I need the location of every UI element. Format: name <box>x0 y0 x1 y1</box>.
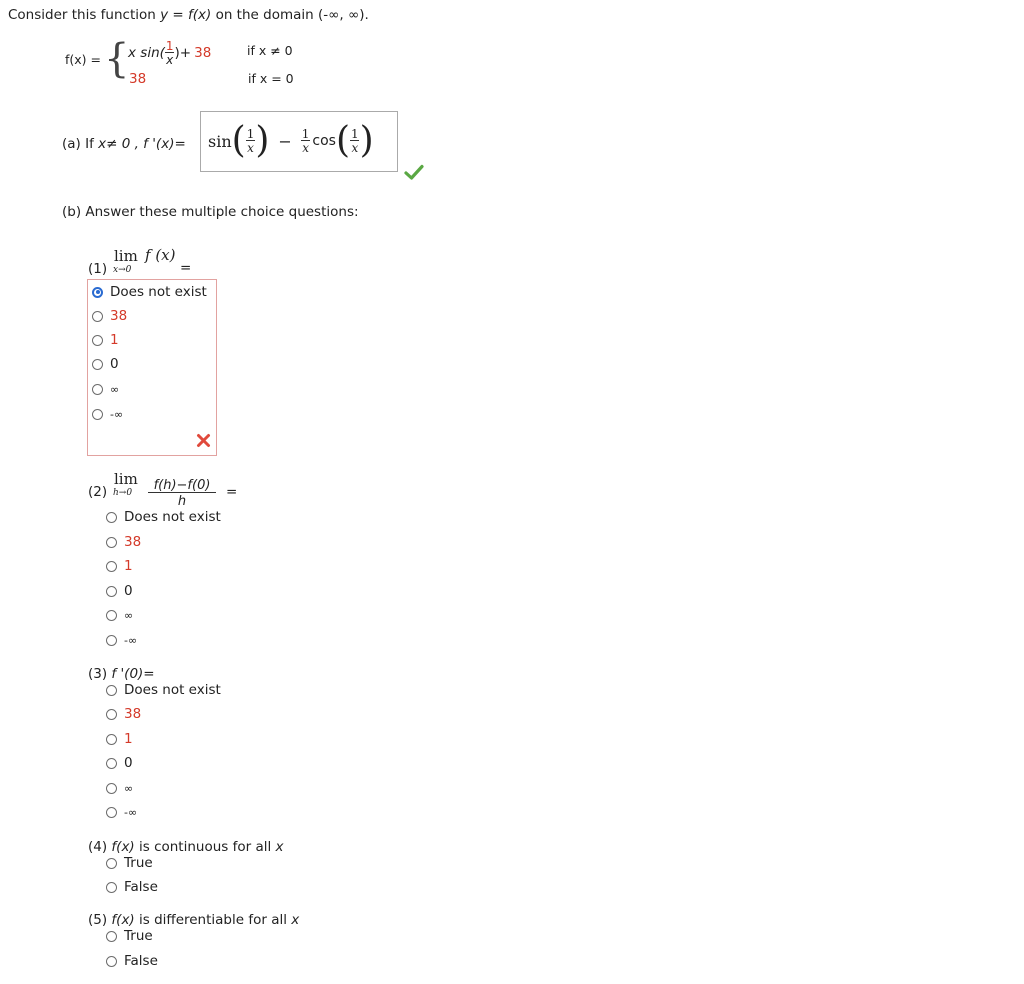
q5-var: x <box>291 912 300 928</box>
answer-paren-open-2: ( <box>335 120 351 161</box>
q2-lim: lim <box>114 470 138 488</box>
q1-label-inf: ∞ <box>110 382 120 396</box>
q5-func: f(x) <box>111 912 135 928</box>
case1-den: x <box>166 53 174 67</box>
q3-label-0: 0 <box>124 755 133 771</box>
q5-radio-false[interactable] <box>106 956 117 967</box>
answer-expression <box>208 117 374 165</box>
q2-option-1[interactable] <box>106 557 133 575</box>
case1-num: 1 <box>165 39 174 53</box>
q3-label-1: 1 <box>124 731 133 747</box>
q3-expr: f '(0)= <box>111 666 155 682</box>
answer-frac-3-num: 1 <box>351 127 359 141</box>
case1-fraction <box>165 40 175 66</box>
answer-cos: cos <box>312 133 336 149</box>
q2-radio-neg-inf[interactable] <box>106 635 117 646</box>
q4-radio-true[interactable] <box>106 858 117 869</box>
q3-label <box>88 666 155 682</box>
answer-frac-2-den: x <box>302 141 309 155</box>
q3-radio-0[interactable] <box>106 758 117 769</box>
q5-number: (5) <box>88 912 112 928</box>
q3-label-inf: ∞ <box>124 781 134 795</box>
prompt-func: y = f(x) <box>160 7 212 23</box>
q1-option-neg-inf[interactable] <box>92 405 123 423</box>
piecewise-brace: { <box>104 36 130 82</box>
q4-func: f(x) <box>111 839 135 855</box>
q2-radio-38[interactable] <box>106 537 117 548</box>
q5-option-false[interactable] <box>106 952 158 970</box>
q1-lim-sub: x→0 <box>113 265 132 275</box>
q2-radio-1[interactable] <box>106 561 117 572</box>
case1-close: )+ <box>174 45 192 61</box>
incorrect-x-icon <box>196 433 211 448</box>
q2-radio-0[interactable] <box>106 586 117 597</box>
q5-option-true[interactable] <box>106 927 153 945</box>
q2-option-0[interactable] <box>106 582 133 600</box>
q5-text: is differentiable for all <box>134 912 292 928</box>
answer-frac-1-den: x <box>247 141 254 155</box>
q2-frac-den: h <box>148 492 216 508</box>
q1-radio-1[interactable] <box>92 335 103 346</box>
q1-label-1: 1 <box>110 332 119 348</box>
prompt-mid: on the domain (-∞, ∞). <box>211 7 369 23</box>
piecewise-case-1 <box>128 40 211 66</box>
q4-number: (4) <box>88 839 112 855</box>
q1-expr: f (x) <box>145 246 176 264</box>
answer-sin: sin <box>208 131 232 151</box>
answer-frac-2-num: 1 <box>301 127 310 141</box>
part-a-label <box>62 136 186 152</box>
answer-frac-1-num: 1 <box>246 127 255 141</box>
q1-option-38[interactable] <box>92 307 127 325</box>
q3-option-0[interactable] <box>106 754 133 772</box>
q2-label-inf: ∞ <box>124 608 134 622</box>
q1-option-inf[interactable] <box>92 380 119 398</box>
q3-option-inf[interactable] <box>106 779 133 797</box>
q2-label-dne: Does not exist <box>124 509 221 525</box>
q1-option-1[interactable] <box>92 331 119 349</box>
q3-radio-neg-inf[interactable] <box>106 807 117 818</box>
q2-option-inf[interactable] <box>106 606 133 624</box>
q2-option-dne[interactable] <box>106 508 221 526</box>
q2-lim-sub: h→0 <box>113 488 133 498</box>
q1-radio-38[interactable] <box>92 311 103 322</box>
q4-var: x <box>275 839 284 855</box>
q2-label-0: 0 <box>124 583 133 599</box>
q1-radio-neg-inf[interactable] <box>92 409 103 420</box>
q3-option-dne[interactable] <box>106 681 221 699</box>
answer-frac-3-den: x <box>351 141 359 155</box>
answer-frac-3 <box>350 128 360 154</box>
answer-paren-close-2: ) <box>359 120 374 161</box>
q2-label-38: 38 <box>124 534 142 550</box>
piecewise-lhs: f(x) = <box>65 52 101 67</box>
q4-option-false[interactable] <box>106 878 158 896</box>
q1-label-38: 38 <box>110 308 128 324</box>
q5-label <box>88 912 299 928</box>
q1-label-neg-inf: -∞ <box>110 407 124 421</box>
q1-label-0: 0 <box>110 356 119 372</box>
q1-radio-inf[interactable] <box>92 384 103 395</box>
q1-label-dne: Does not exist <box>110 284 207 300</box>
answer-paren-open-1: ( <box>231 120 246 161</box>
q2-option-neg-inf[interactable] <box>106 631 137 649</box>
part-a-condition: x≠ 0 , f '(x)= <box>98 136 186 152</box>
q3-label-neg-inf: -∞ <box>124 805 138 819</box>
q4-text: is continuous for all <box>134 839 276 855</box>
q3-label-dne: Does not exist <box>124 682 221 698</box>
q1-radio-dne[interactable] <box>92 287 103 298</box>
correct-check-icon <box>404 164 424 180</box>
answer-minus: − <box>278 131 292 151</box>
answer-paren-close-1: ) <box>255 120 270 161</box>
q1-number: (1) <box>88 261 108 277</box>
q1-option-dne[interactable] <box>92 283 207 301</box>
q5-label-true: True <box>124 928 153 944</box>
q3-label-38: 38 <box>124 706 142 722</box>
q3-number: (3) <box>88 666 112 682</box>
q2-radio-dne[interactable] <box>106 512 117 523</box>
q1-equals: = <box>180 260 192 276</box>
part-a-prefix: (a) If <box>62 136 99 152</box>
q2-radio-inf[interactable] <box>106 610 117 621</box>
case1-condition: if x ≠ 0 <box>247 43 293 58</box>
part-b-label: (b) Answer these multiple choice questions: <box>62 204 359 220</box>
q2-fraction <box>148 479 216 508</box>
q4-radio-false[interactable] <box>106 882 117 893</box>
q5-label-false: False <box>124 953 158 969</box>
problem-statement <box>8 7 369 23</box>
q4-label-true: True <box>124 855 153 871</box>
case1-const: 38 <box>194 45 212 61</box>
q4-option-true[interactable] <box>106 854 153 872</box>
case2-condition: if x = 0 <box>248 71 294 86</box>
q2-label-neg-inf: -∞ <box>124 633 138 647</box>
q3-option-38[interactable] <box>106 705 141 723</box>
q2-number: (2) <box>88 484 108 500</box>
answer-frac-2 <box>301 128 311 154</box>
case1-x: x sin( <box>128 45 165 61</box>
part-a-answer-input[interactable] <box>200 111 398 172</box>
q3-option-neg-inf[interactable] <box>106 803 137 821</box>
q1-option-0[interactable] <box>92 355 119 373</box>
q2-label-1: 1 <box>124 558 133 574</box>
q3-radio-38[interactable] <box>106 709 117 720</box>
q2-equals: = <box>226 484 238 500</box>
answer-frac-1 <box>246 128 256 154</box>
q1-lim: lim <box>114 247 138 265</box>
q3-radio-inf[interactable] <box>106 783 117 794</box>
prompt-pre: Consider this function <box>8 7 161 23</box>
q2-frac-num: f(h)−f(0) <box>153 478 211 493</box>
q2-option-38[interactable] <box>106 533 141 551</box>
q4-label-false: False <box>124 879 158 895</box>
q3-radio-1[interactable] <box>106 734 117 745</box>
q5-radio-true[interactable] <box>106 931 117 942</box>
q3-option-1[interactable] <box>106 730 133 748</box>
q1-radio-0[interactable] <box>92 359 103 370</box>
q4-label <box>88 839 284 855</box>
case2-value: 38 <box>129 71 147 87</box>
q3-radio-dne[interactable] <box>106 685 117 696</box>
